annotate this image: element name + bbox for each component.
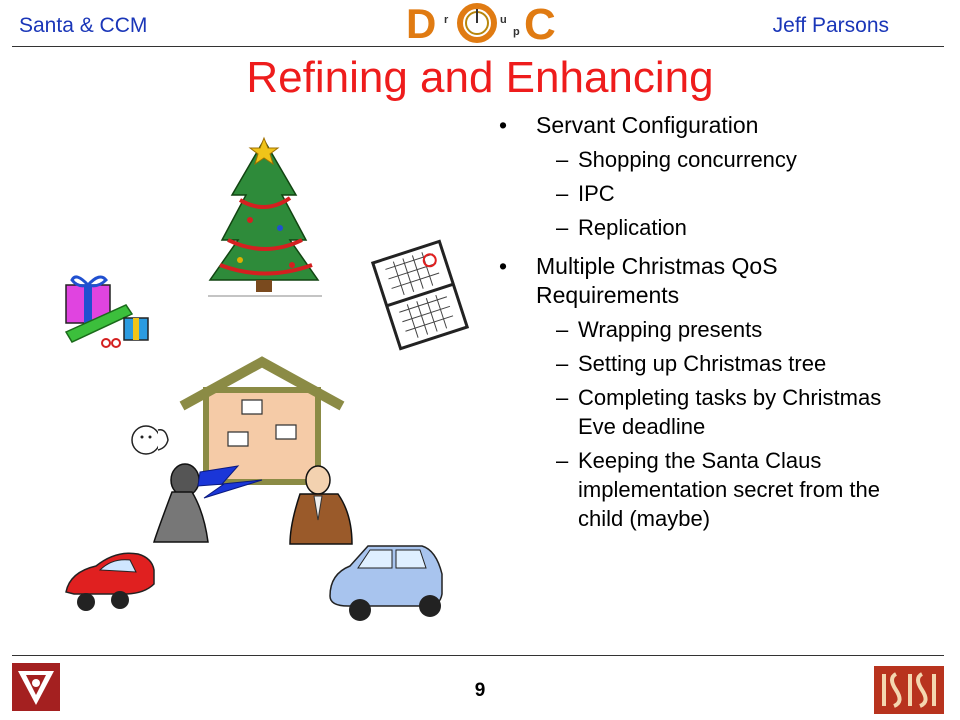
header-right-label: Jeff Parsons [772, 14, 889, 37]
red-car-icon [66, 553, 154, 611]
doc-group-logo [402, 1, 562, 45]
logo-letter-u: u [500, 14, 507, 26]
blue-car-icon [330, 546, 442, 621]
isis-logo [874, 666, 944, 714]
footer-divider [12, 655, 944, 656]
sub-bullet-item: – Replication [497, 213, 917, 242]
sub-bullet-item: – Keeping the Santa Claus implementation secret from the child (maybe) [497, 446, 917, 533]
header-left-label: Santa & CCM [19, 14, 148, 37]
logo-letter-d: D [406, 1, 437, 45]
bullet-item: • Servant Configuration [497, 111, 917, 140]
sub-bullet-item: – Setting up Christmas tree [497, 349, 917, 378]
sub-bullet-item: – Shopping concurrency [497, 145, 917, 174]
sub-bullet-item: – Wrapping presents [497, 315, 917, 344]
bullet-item: • Multiple Christmas QoS Requirements [497, 252, 917, 310]
header-divider [12, 46, 944, 47]
logo-letter-c: C [524, 1, 556, 45]
sub-bullet-item: – IPC [497, 179, 917, 208]
sub-bullet-item: – Completing tasks by Christmas Eve deadline [497, 383, 917, 441]
logo-letter-r: r [444, 14, 449, 26]
bullet-list [497, 107, 917, 533]
face-icon [132, 426, 168, 454]
clipart-illustration [0, 100, 490, 640]
slide-title: Refining and Enhancing [246, 53, 714, 102]
calendar-icon [373, 241, 467, 348]
christmas-tree-icon [208, 138, 322, 296]
page-number: 9 [474, 680, 486, 701]
logo-letter-p: p [513, 26, 520, 38]
presents-icon [66, 277, 148, 347]
house-icon [182, 362, 342, 482]
